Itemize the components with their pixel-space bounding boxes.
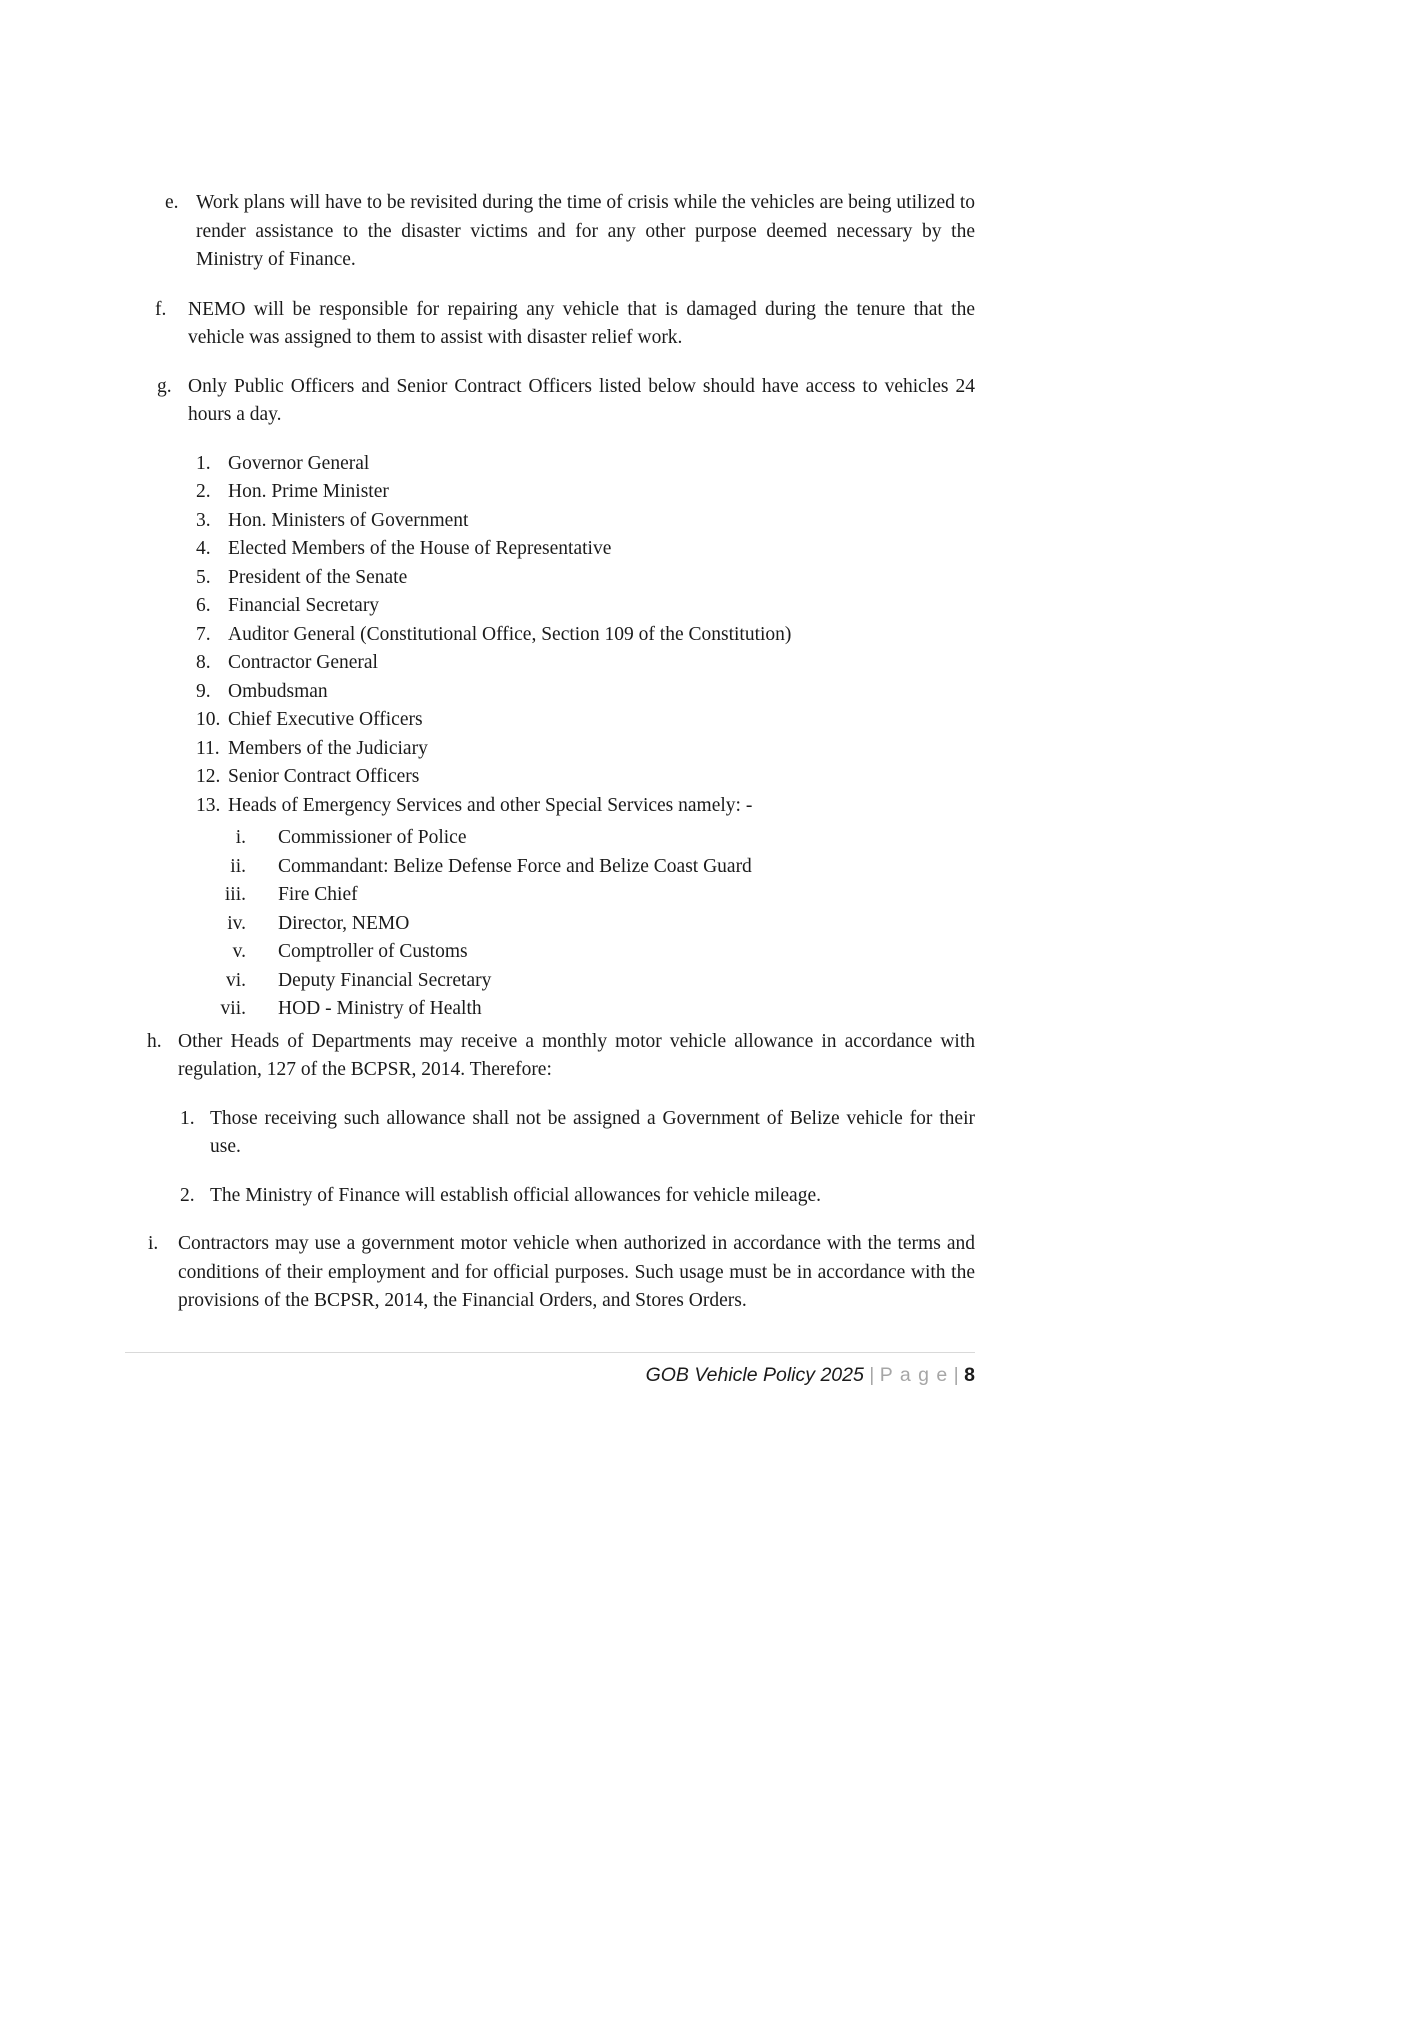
list-item — [125, 535, 975, 564]
list-item — [125, 881, 975, 910]
list-marker: 1. — [196, 452, 211, 474]
list-item-g — [125, 373, 975, 430]
list-item — [125, 507, 975, 536]
list-marker: iv. — [227, 912, 246, 934]
footer-year: 2025 — [820, 1364, 864, 1386]
list-marker: e. — [165, 192, 179, 213]
list-item — [125, 478, 975, 507]
list-marker: 11. — [196, 737, 220, 759]
list-item — [125, 649, 975, 678]
paragraph-text: Contractors may use a government motor vehicle when authorized in accordance with the terms and conditions of their employment and for official purposes. Such usage must be in accordance with the provisions of the BCPSR, 2014, the Financial Orders, and Stores Orders. — [178, 1233, 975, 1311]
list-marker: 3. — [196, 509, 211, 531]
list-item — [125, 910, 975, 939]
list-marker: 10. — [196, 709, 221, 730]
list-marker: 9. — [196, 680, 211, 702]
list-item-h — [125, 1028, 975, 1085]
footer-page-label: P a g e — [879, 1364, 949, 1386]
list-item-text: Fire Chief — [278, 884, 358, 905]
list-item — [125, 995, 975, 1024]
list-item-text: Members of the Judiciary — [228, 737, 428, 759]
list-marker: v. — [232, 941, 246, 962]
list-item — [125, 592, 975, 621]
list-marker: 2. — [196, 481, 211, 502]
list-marker: 13. — [196, 794, 221, 816]
g-numbered-list — [125, 450, 975, 821]
list-marker: h. — [147, 1030, 162, 1052]
list-item — [125, 792, 975, 821]
footer-page-number: 8 — [964, 1364, 975, 1386]
list-marker: 6. — [196, 595, 211, 616]
list-item — [125, 853, 975, 882]
footer-separator: | — [869, 1364, 875, 1386]
list-item — [125, 938, 975, 967]
list-marker: iii. — [224, 884, 246, 905]
list-item — [125, 564, 975, 593]
list-item — [125, 824, 975, 853]
list-item-text: Those receiving such allowance shall not be assigned a Government of Belize vehicle for their use. — [210, 1107, 975, 1157]
list-marker: f. — [155, 298, 167, 320]
document-body — [125, 189, 975, 1316]
list-marker: 7. — [196, 623, 211, 645]
list-marker: 5. — [196, 566, 211, 588]
list-item — [125, 967, 975, 996]
list-item-text: Hon. Ministers of Government — [228, 509, 469, 531]
list-item-text: Heads of Emergency Services and other Special Services namely: - — [228, 794, 753, 816]
footer-separator: | — [953, 1364, 959, 1386]
list-item — [125, 763, 975, 792]
list-item-text: HOD - Ministry of Health — [278, 998, 482, 1019]
list-item — [125, 621, 975, 650]
list-marker: 1. — [180, 1107, 195, 1129]
list-marker: vi. — [225, 969, 246, 991]
list-item-text: Commandant: Belize Defense Force and Belize Coast Guard — [278, 855, 752, 877]
list-item-e — [125, 189, 975, 275]
list-item-text: Elected Members of the House of Representative — [228, 538, 612, 559]
paragraph-text: NEMO will be responsible for repairing any vehicle that is damaged during the tenure that the vehicle was assigned to them to assist with disaster relief work. — [188, 298, 975, 348]
list-item-text: Auditor General (Constitutional Office, Section 109 of the Constitution) — [228, 623, 792, 645]
list-marker: ii. — [230, 855, 246, 877]
list-item — [125, 735, 975, 764]
list-item-text: The Ministry of Finance will establish official allowances for vehicle mileage. — [210, 1184, 821, 1206]
list-item-text: Contractor General — [228, 652, 378, 673]
list-item-text: Senior Contract Officers — [228, 766, 420, 787]
list-item-f — [125, 296, 975, 353]
list-item — [125, 450, 975, 479]
g-roman-sublist — [125, 824, 975, 1024]
list-marker: 8. — [196, 652, 211, 673]
list-marker: g. — [157, 375, 172, 397]
list-marker: i. — [148, 1233, 159, 1254]
paragraph-text: Work plans will have to be revisited during the time of crisis while the vehicles are being utilized to render assistance to the disaster victims and for any other purpose deemed necessary by the Ministry of Finance. — [196, 192, 975, 270]
list-item — [125, 1105, 975, 1162]
list-item — [125, 706, 975, 735]
list-marker: i. — [235, 827, 246, 848]
list-item-text: Financial Secretary — [228, 595, 380, 616]
list-marker: 12. — [196, 766, 221, 787]
list-item — [125, 1182, 975, 1211]
list-item — [125, 678, 975, 707]
list-item-text: Deputy Financial Secretary — [278, 969, 492, 991]
list-marker: vii. — [220, 998, 246, 1019]
h-numbered-list — [125, 1105, 975, 1211]
list-item-text: Commissioner of Police — [278, 827, 467, 848]
list-item-text: Governor General — [228, 452, 370, 474]
page-footer — [125, 1352, 975, 1388]
list-item-text: Ombudsman — [228, 680, 328, 702]
list-item-text: Chief Executive Officers — [228, 709, 423, 730]
list-item-text: Hon. Prime Minister — [228, 481, 389, 502]
list-item-text: Comptroller of Customs — [278, 941, 468, 962]
paragraph-text: Only Public Officers and Senior Contract Officers listed below should have access to vehicles 24 hours a day. — [188, 375, 975, 425]
list-item-i — [125, 1230, 975, 1316]
list-item-text: President of the Senate — [228, 566, 408, 588]
list-item-text: Director, NEMO — [278, 912, 410, 934]
list-marker: 2. — [180, 1184, 195, 1206]
list-marker: 4. — [196, 538, 211, 559]
paragraph-text: Other Heads of Departments may receive a monthly motor vehicle allowance in accordance with regulation, 127 of the BCPSR, 2014. Therefore: — [178, 1030, 975, 1080]
footer-document-title: GOB Vehicle Policy — [645, 1364, 816, 1386]
